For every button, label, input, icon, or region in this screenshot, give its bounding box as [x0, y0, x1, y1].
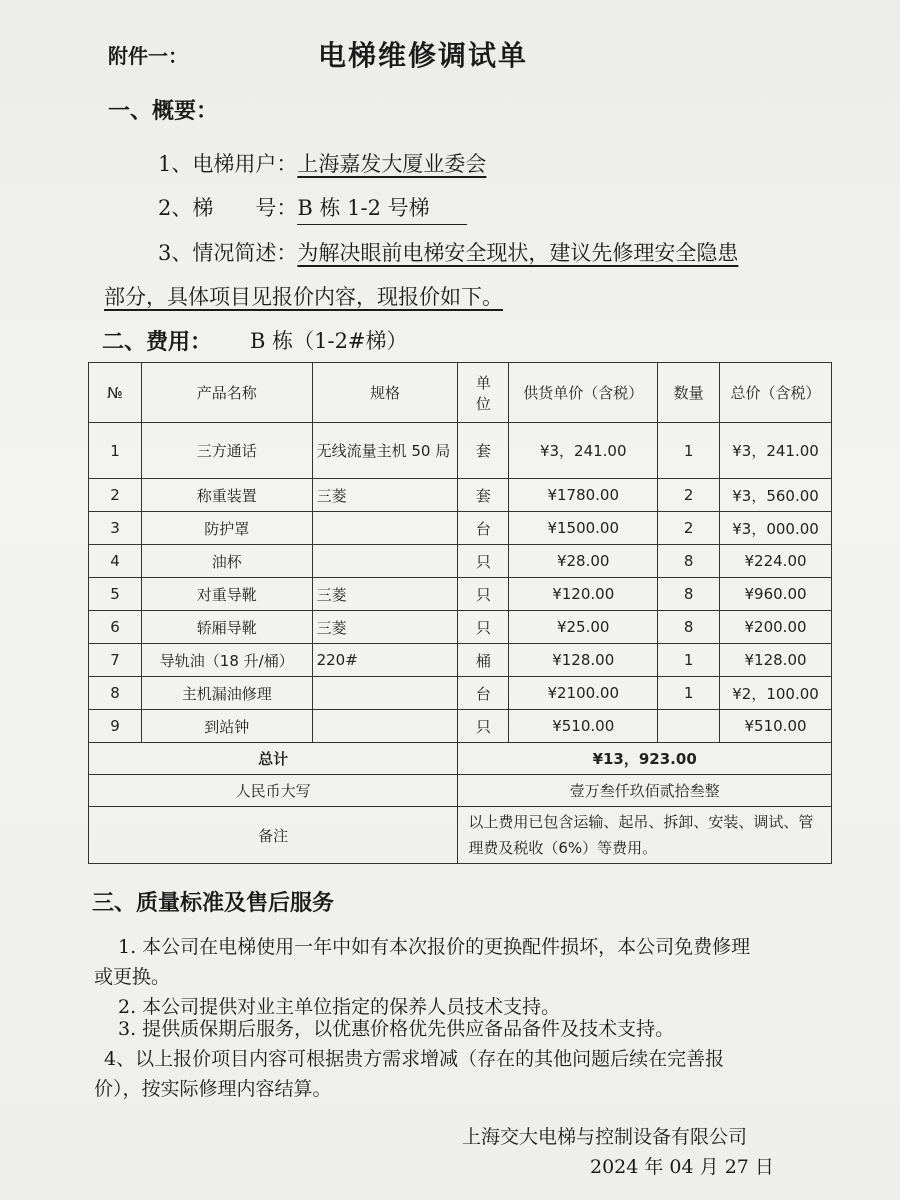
- cell-unit: 桶: [458, 644, 509, 677]
- cell-unit-price: ¥3，241.00: [509, 423, 658, 479]
- cell-quantity: 1: [658, 644, 720, 677]
- cell-spec: [312, 710, 458, 743]
- note-value: 以上费用已包含运输、起吊、拆卸、安装、调试、管理费及税收（6%）等费用。: [458, 807, 832, 864]
- service-item-4-line-1: 4、以上报价项目内容可根据贵方需求增减（存在的其他问题后续在完善报: [104, 1048, 725, 1070]
- table-row: [89, 578, 832, 611]
- note-row: [89, 807, 832, 864]
- table-row: [89, 545, 832, 578]
- cell-quantity: 8: [658, 578, 720, 611]
- header-total-price: 总价（含税）: [720, 363, 832, 423]
- cell-no: 8: [89, 677, 142, 710]
- cell-unit: 只: [458, 545, 509, 578]
- cell-unit-price: ¥25.00: [509, 611, 658, 644]
- cell-total-price: ¥3，241.00: [720, 423, 832, 479]
- attachment-label: 附件一：: [108, 44, 188, 68]
- service-item-2: 2. 本公司提供对业主单位指定的保养人员技术支持。: [118, 996, 561, 1018]
- cell-product-name: 对重导靴: [141, 578, 312, 611]
- table-row: [89, 611, 832, 644]
- header-quantity: 数量: [658, 363, 720, 423]
- cell-total-price: ¥128.00: [720, 644, 832, 677]
- total-value: ¥13，923.00: [458, 743, 832, 775]
- cell-unit-price: ¥2100.00: [509, 677, 658, 710]
- rmb-label: 人民币大写: [89, 775, 458, 807]
- cell-product-name: 主机漏油修理: [141, 677, 312, 710]
- elevator-user-label: 1、电梯用户：: [158, 152, 298, 176]
- cell-unit: 只: [458, 611, 509, 644]
- lift-number-value: B 栋 1-2 号梯: [297, 192, 467, 225]
- table-row: [89, 644, 832, 677]
- cell-quantity: 2: [658, 512, 720, 545]
- header-no: №: [89, 363, 142, 423]
- elevator-user-value: 上海嘉发大厦业委会: [297, 152, 487, 176]
- cell-quantity: 8: [658, 611, 720, 644]
- cell-total-price: ¥510.00: [720, 710, 832, 743]
- cell-spec: 无线流量主机 50 局: [312, 423, 458, 479]
- cell-unit-price: ¥120.00: [509, 578, 658, 611]
- service-item-1-line-1: 1. 本公司在电梯使用一年中如有本次报价的更换配件损坏，本公司免费修理: [118, 936, 751, 958]
- cell-no: 5: [89, 578, 142, 611]
- cell-spec: [312, 677, 458, 710]
- total-row: [89, 743, 832, 775]
- cell-product-name: 称重装置: [141, 479, 312, 512]
- description-text-1: 为解决眼前电梯安全现状，建议先修理安全隐患: [297, 241, 739, 265]
- note-label: 备注: [89, 807, 458, 864]
- header-unit: 单位: [458, 363, 509, 423]
- cell-unit-price: ¥128.00: [509, 644, 658, 677]
- cell-total-price: ¥224.00: [720, 545, 832, 578]
- cell-no: 4: [89, 545, 142, 578]
- company-name: 上海交大电梯与控制设备有限公司: [462, 1126, 748, 1148]
- cell-unit: 台: [458, 512, 509, 545]
- description-label: 3、情况简述：: [158, 241, 298, 265]
- cost-table: [88, 362, 832, 864]
- building-label: B 栋（1-2#梯）: [250, 329, 408, 353]
- cell-spec: [312, 512, 458, 545]
- lift-number-label: 2、梯 号：: [158, 196, 298, 220]
- cell-product-name: 轿厢导靴: [141, 611, 312, 644]
- cell-unit-price: ¥1780.00: [509, 479, 658, 512]
- table-row: [89, 479, 832, 512]
- cell-no: 2: [89, 479, 142, 512]
- document-date: 2024 年 04 月 27 日: [590, 1156, 774, 1178]
- rmb-value: 壹万叁仟玖佰贰拾叁整: [458, 775, 832, 807]
- cell-unit-price: ¥510.00: [509, 710, 658, 743]
- cell-quantity: [658, 710, 720, 743]
- description-text-2: 部分，具体项目见报价内容，现报价如下。: [104, 285, 503, 309]
- cell-spec: 三菱: [312, 578, 458, 611]
- service-item-4-line-2: 价），按实际修理内容结算。: [94, 1078, 332, 1100]
- cell-product-name: 到站钟: [141, 710, 312, 743]
- cell-total-price: ¥200.00: [720, 611, 832, 644]
- cell-quantity: 8: [658, 545, 720, 578]
- rmb-row: [89, 775, 832, 807]
- cell-spec: 220#: [312, 644, 458, 677]
- table-row: [89, 677, 832, 710]
- section2-heading: 二、费用：: [102, 329, 213, 355]
- table-row: [89, 710, 832, 743]
- cell-product-name: 导轨油（18 升/桶）: [141, 644, 312, 677]
- cell-no: 7: [89, 644, 142, 677]
- cell-quantity: 2: [658, 479, 720, 512]
- cell-unit-price: ¥28.00: [509, 545, 658, 578]
- cell-unit: 套: [458, 423, 509, 479]
- cell-unit: 套: [458, 479, 509, 512]
- cell-no: 1: [89, 423, 142, 479]
- cell-spec: [312, 545, 458, 578]
- section1-heading: 一、概要：: [108, 98, 219, 124]
- cell-unit: 只: [458, 710, 509, 743]
- service-item-3: 3. 提供质保期后服务，以优惠价格优先供应备品备件及技术支持。: [118, 1018, 675, 1040]
- service-item-1-line-2: 或更换。: [94, 966, 171, 988]
- header-product-name: 产品名称: [141, 363, 312, 423]
- header-spec: 规格: [312, 363, 458, 423]
- cell-spec: 三菱: [312, 479, 458, 512]
- cell-product-name: 防护罩: [141, 512, 312, 545]
- cell-quantity: 1: [658, 677, 720, 710]
- cell-unit: 台: [458, 677, 509, 710]
- cell-product-name: 油杯: [141, 545, 312, 578]
- cell-unit-price: ¥1500.00: [509, 512, 658, 545]
- cell-no: 9: [89, 710, 142, 743]
- cell-product-name: 三方通话: [141, 423, 312, 479]
- cell-total-price: ¥3，000.00: [720, 512, 832, 545]
- section3-heading: 三、质量标准及售后服务: [92, 890, 335, 916]
- elevator-user-line: [158, 148, 486, 178]
- cell-total-price: ¥960.00: [720, 578, 832, 611]
- table-row: [89, 512, 832, 545]
- cell-total-price: ¥2，100.00: [720, 677, 832, 710]
- total-label: 总计: [89, 743, 458, 775]
- cell-total-price: ¥3，560.00: [720, 479, 832, 512]
- table-header-row: [89, 363, 832, 423]
- cell-spec: 三菱: [312, 611, 458, 644]
- description-line-1: [158, 237, 738, 267]
- cell-unit: 只: [458, 578, 509, 611]
- cell-quantity: 1: [658, 423, 720, 479]
- cell-no: 3: [89, 512, 142, 545]
- cell-no: 6: [89, 611, 142, 644]
- table-row: [89, 423, 832, 479]
- lift-number-line: [158, 192, 467, 225]
- document-title: 电梯维修调试单: [318, 39, 529, 72]
- header-unit-price: 供货单价（含税）: [509, 363, 658, 423]
